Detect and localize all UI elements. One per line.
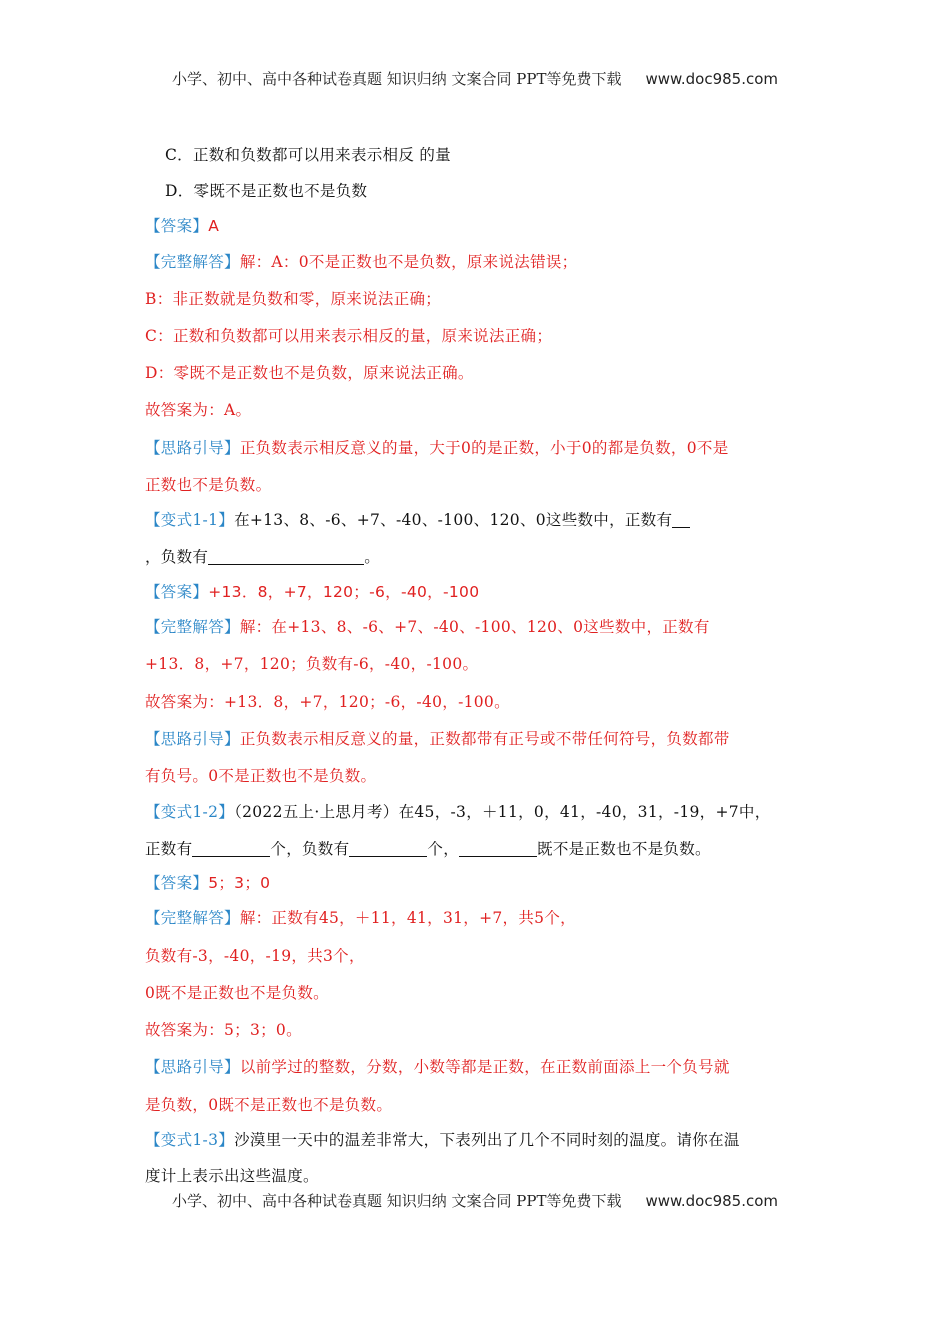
header-site[interactable]: www.doc985.com [645, 70, 779, 88]
v12-answer-line [145, 873, 270, 893]
v11-question-line-2 [145, 547, 380, 567]
q1-answer-line [145, 216, 219, 236]
v11-question-2b: 。 [364, 548, 381, 566]
v12-question-2a: 正数有 [145, 840, 193, 858]
q1-answer: A [208, 217, 220, 235]
solution-label: 【完整解答】 [145, 253, 240, 271]
v11-guide-2: 有负号。0不是正数也不是负数。 [145, 767, 377, 785]
v12-answer: 5；3；0 [208, 874, 271, 892]
v13-label: 【变式1-3】 [145, 1131, 235, 1149]
footer-site[interactable]: www.doc985.com [645, 1192, 779, 1210]
v12-answer-label: 【答案】 [145, 874, 209, 892]
v12-guide-line [145, 1057, 730, 1077]
option-c: C．正数和负数都可以用来表示相反 的量 [165, 146, 451, 164]
v11-solution-2: +13．8，+7，120；负数有-6，-40，-100。 [145, 655, 479, 673]
v11-question-line [145, 510, 690, 530]
v11-final: 故答案为：+13．8，+7，120；-6，-40，-100。 [145, 693, 510, 711]
guide-label: 【思路引导】 [145, 439, 240, 457]
v11-blank-negative[interactable] [208, 548, 364, 565]
v12-blank-positive[interactable] [192, 840, 270, 857]
v12-question-line [145, 802, 771, 822]
v11-answer-line [145, 582, 479, 602]
v12-solution-line [145, 908, 576, 928]
v12-question-line-2 [145, 839, 711, 859]
v12-question-2b: 个，负数有 [270, 840, 350, 858]
v13-question-line [145, 1130, 740, 1150]
q1-solution-line [145, 252, 577, 272]
v11-question-2a: ，负数有 [145, 548, 209, 566]
v12-guide-1: 以前学过的整数，分数，小数等都是正数，在正数前面添上一个负号就 [239, 1058, 730, 1076]
v12-blank-negative[interactable] [349, 840, 427, 857]
v12-question-2d: 既不是正数也不是负数。 [537, 840, 711, 858]
v12-solution-3: 0既不是正数也不是负数。 [145, 984, 329, 1002]
v11-question-1: 在+13、8、-6、+7、-40、-100、120、0这些数中，正数有 [234, 511, 673, 529]
header-text: 小学、初中、高中各种试卷真题 知识归纳 文案合同 PPT等免费下载 [171, 70, 622, 88]
q1-solution-2: B：非正数就是负数和零，原来说法正确； [145, 290, 442, 308]
option-d: D．零既不是正数也不是负数 [165, 182, 368, 200]
v13-question-2: 度计上表示出这些温度。 [145, 1167, 319, 1185]
v11-solution-label: 【完整解答】 [145, 618, 240, 636]
answer-label: 【答案】 [145, 217, 209, 235]
v11-answer-label: 【答案】 [145, 583, 209, 601]
v12-label: 【变式1-2】 [145, 803, 235, 821]
q1-solution-3: C：正数和负数都可以用来表示相反的量，原来说法正确； [145, 327, 553, 345]
footer-text: 小学、初中、高中各种试卷真题 知识归纳 文案合同 PPT等免费下载 [171, 1192, 622, 1210]
v12-solution-1: 解：正数有45，＋11，41，31，+7，共5个， [239, 909, 576, 927]
q1-solution-1: 解：A：0不是正数也不是负数，原来说法错误； [239, 253, 578, 271]
q1-guide-line [145, 438, 729, 458]
v11-label: 【变式1-1】 [145, 511, 235, 529]
v11-solution-line [145, 617, 710, 637]
v11-guide-label: 【思路引导】 [145, 730, 240, 748]
v12-guide-2: 是负数，0既不是正数也不是负数。 [145, 1096, 393, 1114]
v11-blank-positive[interactable] [672, 511, 690, 528]
v12-final: 故答案为：5；3；0。 [145, 1021, 302, 1039]
v12-question-1: （2022五上·上思月考）在45，-3，＋11，0，41，-40，31，-19，+7中， [234, 803, 771, 821]
v12-guide-label: 【思路引导】 [145, 1058, 240, 1076]
v12-solution-label: 【完整解答】 [145, 909, 240, 927]
v12-solution-2: 负数有-3，-40，-19，共3个， [145, 947, 365, 965]
page-header [0, 68, 950, 89]
v11-answer: +13．8，+7，120；-6，-40，-100 [208, 583, 480, 601]
v11-guide-1: 正负数表示相反意义的量，正数都带有正号或不带任何符号，负数都带 [239, 730, 730, 748]
v12-question-2c: 个， [427, 840, 460, 858]
q1-final: 故答案为：A。 [145, 401, 252, 419]
v13-question-1: 沙漠里一天中的温差非常大，下表列出了几个不同时刻的温度。请你在温 [234, 1131, 740, 1149]
v11-solution-1: 解：在+13、8、-6、+7、-40、-100、120、0这些数中，正数有 [239, 618, 710, 636]
q1-guide-1: 正负数表示相反意义的量，大于0的是正数，小于0的都是负数，0不是 [239, 439, 729, 457]
q1-solution-4: D：零既不是正数也不是负数，原来说法正确。 [145, 364, 474, 382]
v12-blank-zero[interactable] [459, 840, 537, 857]
q1-guide-2: 正数也不是负数。 [145, 476, 272, 494]
v11-guide-line [145, 729, 730, 749]
page-footer [0, 1190, 950, 1211]
